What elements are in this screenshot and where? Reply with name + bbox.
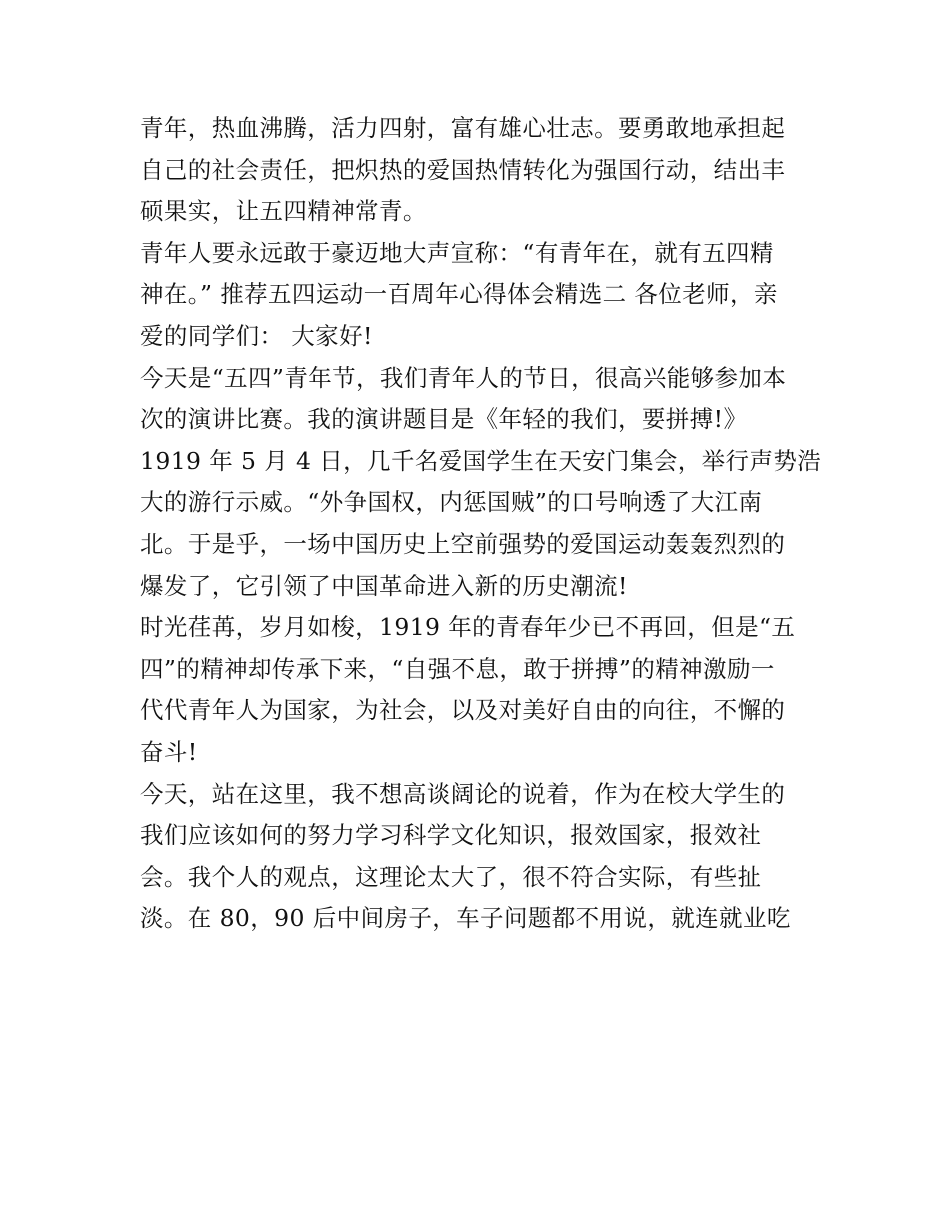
text-line: 代代青年人为国家，为社会，以及对美好自由的向往，不懈的 [140,696,786,725]
text-line: 青年，热血沸腾，活力四射，富有雄心壮志。要勇敢地承担起 [140,114,786,142]
text-line: 自己的社会责任，把炽热的爱国热情转化为强国行动，结出丰 [140,155,786,184]
paragraph [140,441,822,607]
text-line: 奋斗! [140,737,198,766]
paragraph [140,774,818,940]
text-line: 时光荏苒，岁月如梭，1919 年的青春年少已不再回，但是“五 [140,613,796,642]
text-line: 大的游行示威。“外争国权，内惩国贼”的口号响透了大江南 [140,488,763,517]
text-line: 硕果实，让五四精神常青。 [140,197,427,226]
paragraph [140,607,818,773]
text-line: 次的演讲比赛。我的演讲题目是《年轻的我们，要拼搏!》 [140,405,748,434]
text-line: 爆发了，它引领了中国革命进入新的历史潮流! [140,571,628,600]
text-line: 爱的同学们： 大家好! [140,321,373,350]
text-line: 我们应该如何的努力学习科学文化知识，报效国家，报效社 [140,821,762,850]
paragraph [140,233,818,358]
paragraph [140,358,818,441]
text-line: 1919 年 5 月 4 日，几千名爱国学生在天安门集会，举行声势浩 [140,446,822,475]
text-line: 四”的精神却传承下来，“自强不息，敢于拼搏”的精神激励一 [140,654,775,683]
text-line: 会。我个人的观点，这理论太大了，很不符合实际，有些扯 [140,862,762,891]
text-line: 北。于是乎，一场中国历史上空前强势的爱国运动轰轰烈烈的 [140,529,786,558]
text-line: 青年人要永远敢于豪迈地大声宣称：“有青年在，就有五四精 [140,238,774,267]
text-line: 淡。在 80，90 后中间房子，车子问题都不用说，就连就业吃 [140,904,791,933]
document-body [140,108,822,940]
text-line: 今天是“五四”青年节，我们青年人的节日，很高兴能够参加本 [140,363,787,392]
paragraph [140,108,818,233]
text-line: 今天，站在这里，我不想高谈阔论的说着，作为在校大学生的 [140,779,786,808]
text-line: 神在。” 推荐五四运动一百周年心得体会精选二 各位老师，亲 [140,280,778,309]
